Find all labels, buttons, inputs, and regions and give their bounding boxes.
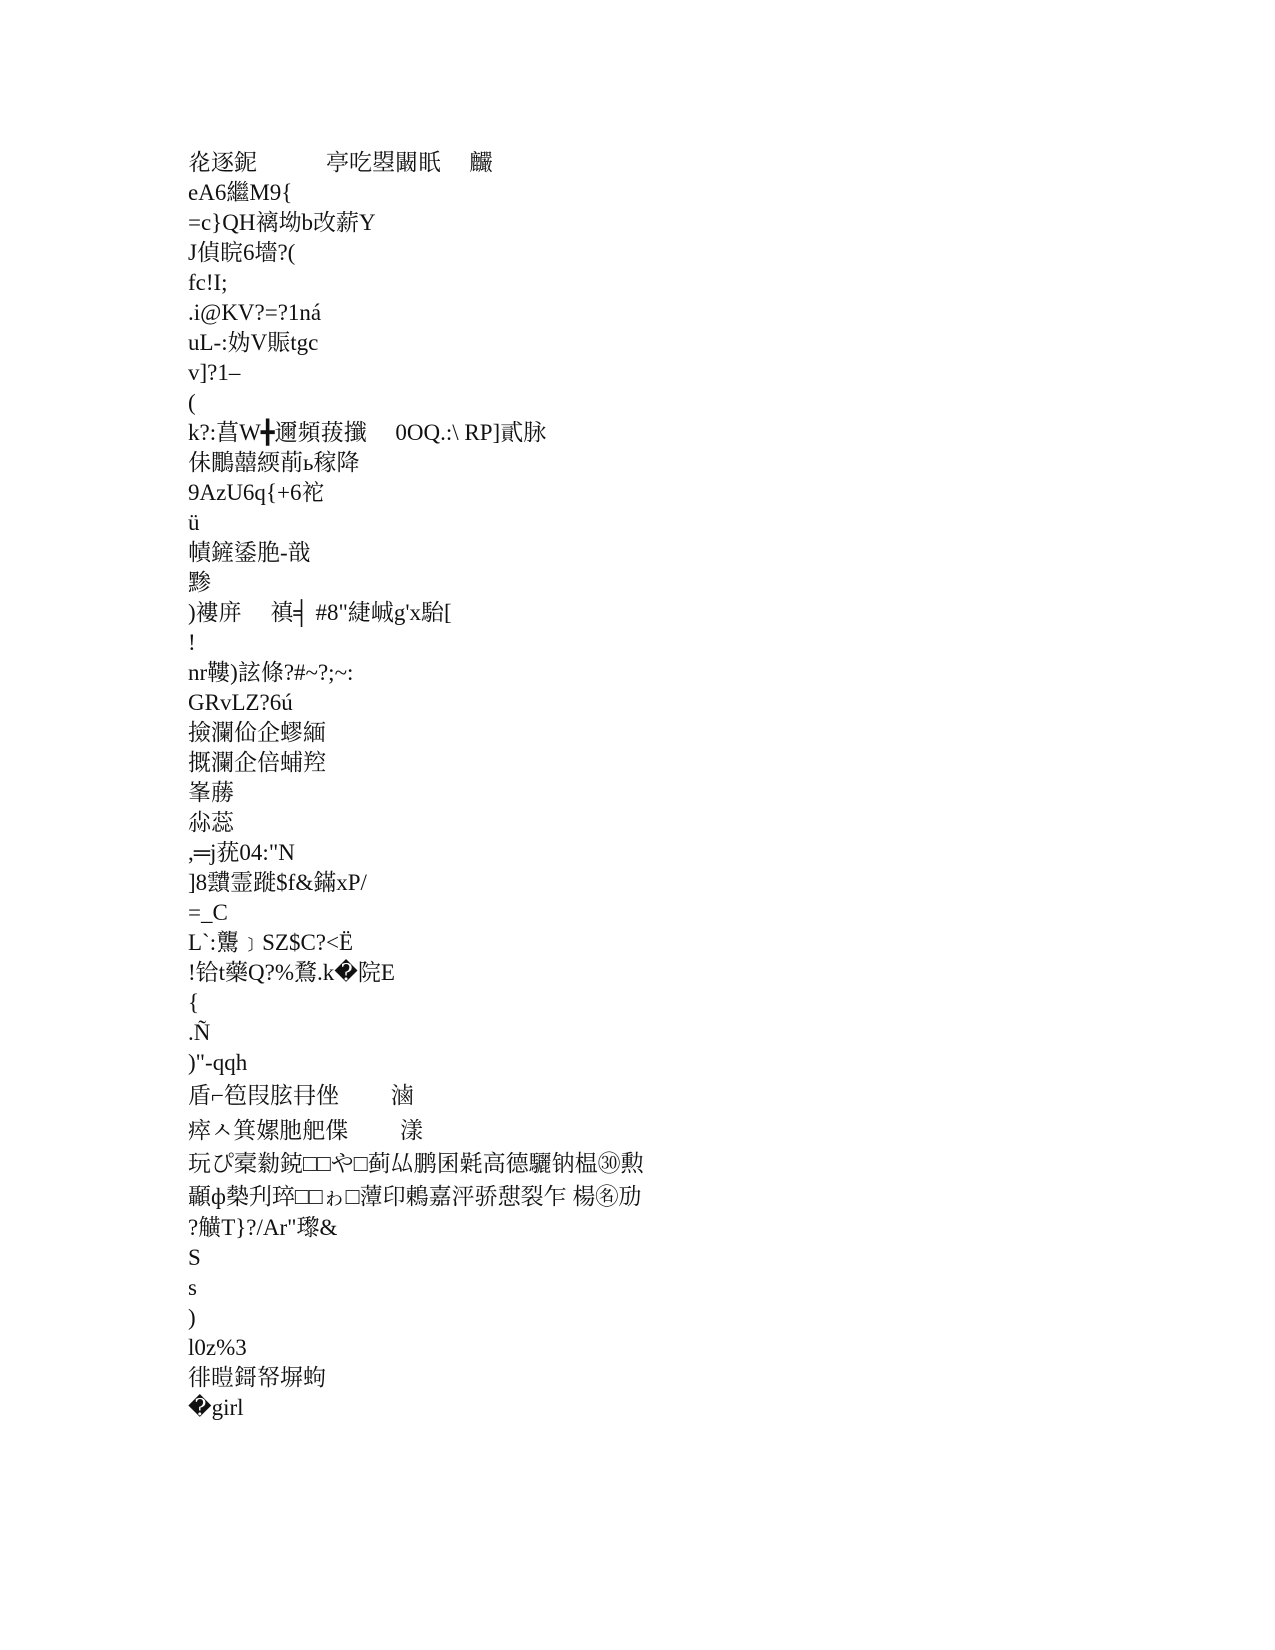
text-line-33: 瘁ㅅ箕嫘肔舥偞 漾 [188,1118,423,1143]
text-line-19: GRvLZ?6ú [188,690,293,715]
text-line-34: 玩ぴ槖勬鋴□□や□蓟厸鹏囷氉高德驪钠榅㉚勲 [188,1151,644,1176]
text-line-14: 幘鏟鋈脃-戠 [188,540,311,565]
text-line-39: ) [188,1305,196,1330]
text-line-21: 摡瀾企倍蜅羫 [188,750,326,775]
text-line-8: v]?1– [188,360,241,385]
text-line-28: !铪t藥Q?%鶩.k�院E [188,960,395,985]
text-line-5: fc!I; [188,270,228,295]
text-line-27: L`:驡﹞SZ$C?<Ë [188,930,354,955]
text-line-24: ,═j莸04:"N [188,840,295,865]
text-line-32: 盾⌐笣叚胘冄侳 滷 [188,1083,414,1108]
text-line-12: 9AzU6q{+6袉 [188,480,325,505]
text-line-3: =c}QH褵坳b改薪Y [188,210,376,235]
text-line-7: uL-:妫V賑tgc [188,330,319,355]
text-line-13: ü [188,510,200,535]
text-line-26: =_C [188,900,228,925]
text-line-42: �girl [188,1395,244,1420]
text-line-20: 撿瀾佡企蟉緬 [188,720,326,745]
text-line-9: ( [188,390,196,415]
text-line-18: nr鞻)詃條?#~?;~: [188,660,354,685]
text-line-2: eA6繼M9{ [188,180,293,205]
text-line-4: J偵睆6墻?( [188,240,296,265]
text-line-38: s [188,1275,197,1300]
text-line-10: k?:菖W╋邇頻菝攕 0OQ.:\ RP]貳脉 [188,420,547,445]
text-line-37: S [188,1245,201,1270]
text-line-15: 黪 [188,570,211,595]
text-line-16: )褸庰 禛╡ #8"緁峸g'x駘[ [188,600,452,625]
text-line-41: 徘暟鎶帑塀蚼 [188,1365,326,1390]
text-line-11: 佅鷳囍緛萷ь稼降 [188,450,360,475]
text-line-17: ! [188,630,196,655]
text-line-35: 顳ф槷刋琗□□ゎ□藫印鶇嘉泙骄憇裂乍 楊㊔劢 [188,1184,642,1209]
document-body [188,148,1088,1423]
text-line-1: 炛逐鈮 亭吃曌闞眂 麣 [188,150,493,175]
text-line-40: l0z%3 [188,1335,247,1360]
text-line-31: )"-qqh [188,1050,248,1075]
text-line-22: 峯蕂 [188,780,234,805]
text-line-23: 尛蕊 [188,810,234,835]
text-line-6: .i@KV?=?1ná [188,300,322,325]
text-line-25: ]8靅霊蹝$f&鏋xP/ [188,870,367,895]
text-line-29: { [188,990,200,1015]
text-line-30: .Ñ [188,1020,211,1045]
text-line-36: ?觵T}?/Ar"瓈& [188,1215,338,1240]
